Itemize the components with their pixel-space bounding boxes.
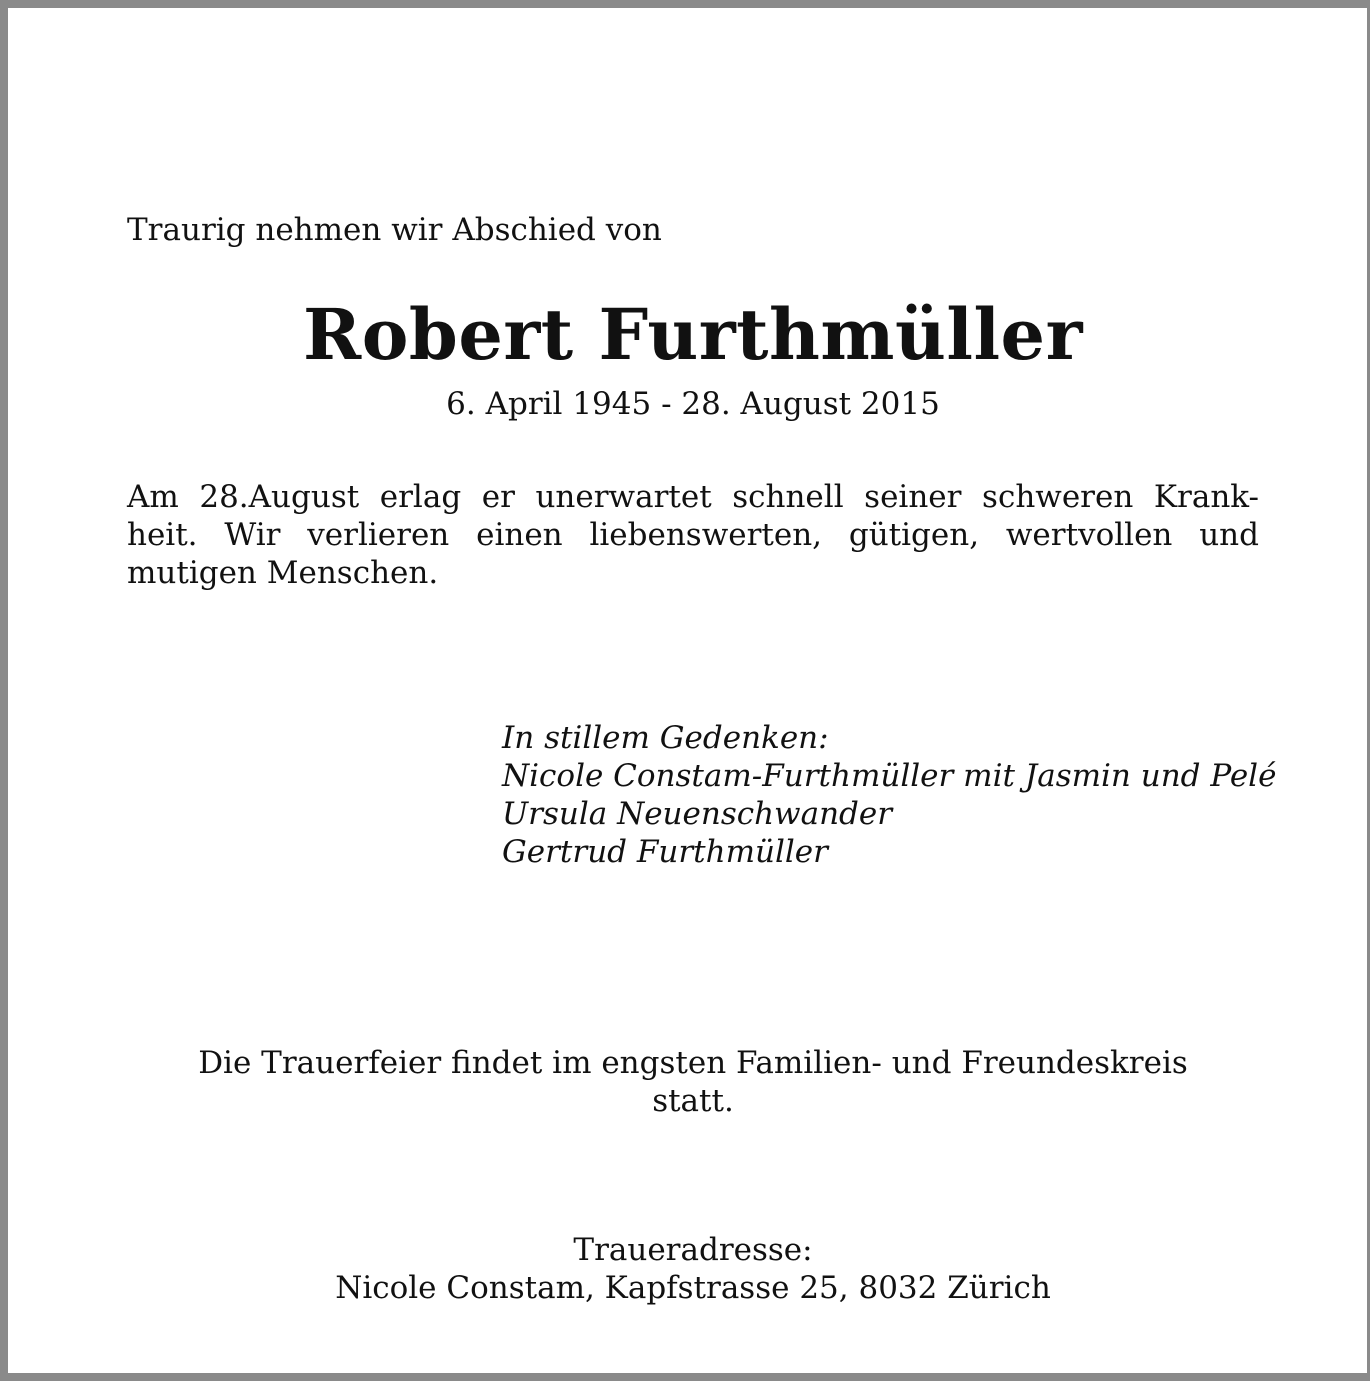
- ceremony-line: Die Trauerfeier findet im engsten Familien- und Freundeskreis: [198, 1045, 1188, 1081]
- life-dates: 6. April 1945 - 28. August 2015: [446, 386, 940, 422]
- mourning-address: [8, 1231, 1370, 1307]
- intro-text: Traurig nehmen wir Abschied von: [127, 212, 662, 248]
- address-label: Traueradresse:: [573, 1232, 813, 1268]
- mourner-name: Gertrud Furthmüller: [502, 834, 828, 870]
- ceremony-note: [8, 1044, 1370, 1120]
- ceremony-line: statt.: [652, 1083, 734, 1119]
- mourners-heading: In stillem Gedenken:: [502, 720, 829, 756]
- body-line: Am 28.August erlag er unerwartet schnell seiner schweren Krank-: [127, 479, 1259, 515]
- address-value: Nicole Constam, Kapfstrasse 25, 8032 Zürich: [335, 1270, 1051, 1306]
- body-line: heit. Wir verlieren einen liebenswerten, gütigen, wertvollen und: [127, 517, 1259, 553]
- mourners-block: [502, 719, 1276, 871]
- deceased-name: Robert Furthmüller: [303, 293, 1083, 376]
- mourner-name: Ursula Neuenschwander: [502, 796, 893, 832]
- mourner-name: Nicole Constam-Furthmüller mit Jasmin und Pelé: [502, 758, 1277, 794]
- body-line: mutigen Menschen.: [127, 555, 439, 591]
- obituary-body: [127, 478, 1259, 592]
